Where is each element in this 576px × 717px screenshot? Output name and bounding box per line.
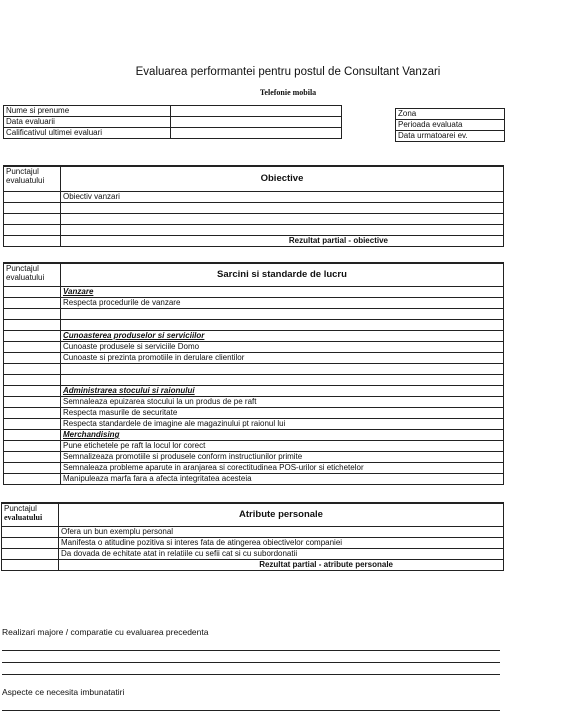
task-item: Semnaleaza probleme aparute in aranjarea si corectitudinea POS-urilor si etichetelor [61,463,504,474]
score-cell[interactable] [4,474,61,485]
objectives-result: Rezultat partial - obiective [61,236,504,247]
task-item: Pune etichetele pe raft la locul lor corect [61,441,504,452]
improvements-label: Aspecte ce necesita imbunatatiri [2,687,125,697]
score-cell[interactable] [2,538,59,549]
score-cell[interactable] [4,331,61,342]
task-item: Cunoaste si prezinta promotiile in derulare clientilor [61,353,504,364]
score-cell[interactable] [4,192,61,203]
attributes-title: Atribute personale [59,503,504,527]
score-cell[interactable] [4,298,61,309]
score-cell[interactable] [4,236,61,247]
attribute-item: Da dovada de echitate atat in relatiile cu sefii cat si cu subordonatii [59,549,504,560]
attribute-item: Ofera un bun exemplu personal [59,527,504,538]
info-label: Data evaluarii [4,117,171,128]
objectives-title: Obiective [61,166,504,192]
score-cell[interactable] [2,527,59,538]
tasks-title: Sarcini si standarde de lucru [61,263,504,287]
score-cell[interactable] [4,320,61,331]
write-line[interactable] [2,710,500,711]
attributes-result: Rezultat partial - atribute personale [59,560,504,571]
page-subtitle: Telefonie mobila [259,88,317,97]
task-item[interactable] [61,364,504,375]
section-title: Vanzare [61,287,504,298]
info-label: Zona [396,109,505,120]
task-item: Cunoaste produsele si serviciile Domo [61,342,504,353]
score-cell[interactable] [4,463,61,474]
info-label: Nume si prenume [4,106,171,117]
score-cell[interactable] [4,375,61,386]
task-item[interactable] [61,320,504,331]
score-cell[interactable] [4,408,61,419]
info-label: Data urmatoarei ev. [396,131,505,142]
write-line[interactable] [2,674,500,675]
info-label: Perioada evaluata [396,120,505,131]
score-cell[interactable] [4,309,61,320]
page-title: Evaluarea performantei pentru postul de Consultant Vanzari [135,66,441,78]
score-cell[interactable] [4,364,61,375]
score-cell[interactable] [4,441,61,452]
write-line[interactable] [2,650,500,651]
task-item: Respecta procedurile de vanzare [61,298,504,309]
info-right-table [395,108,505,142]
score-header-line1: Punctajul [4,504,37,513]
score-header: Punctajul evaluatului [4,263,61,287]
score-cell[interactable] [4,386,61,397]
objective-item[interactable] [61,225,504,236]
task-item[interactable] [61,375,504,386]
info-label: Calificativul ultimei evaluari [4,128,171,139]
info-left-table [3,105,342,139]
objective-item[interactable] [61,214,504,225]
score-cell[interactable] [4,342,61,353]
score-cell[interactable] [4,452,61,463]
score-cell[interactable] [4,430,61,441]
tasks-table [3,262,504,485]
score-header-line2: evaluatului [4,513,43,522]
task-item: Manipuleaza marfa fara a afecta integritatea acesteia [61,474,504,485]
task-item: Semnalizeaza promotiile si produsele conform instructiunilor primite [61,452,504,463]
attribute-item: Manifesta o atitudine pozitiva si interes fata de atingerea obiectivelor companiei [59,538,504,549]
score-cell[interactable] [4,287,61,298]
attributes-table [1,502,504,571]
task-item[interactable] [61,309,504,320]
objectives-table [3,165,504,247]
info-value[interactable] [171,106,342,117]
task-item: Respecta masurile de securitate [61,408,504,419]
achievements-label: Realizari majore / comparatie cu evaluarea precedenta [2,627,209,637]
task-item: Respecta standardele de imagine ale magazinului pt raionul lui [61,419,504,430]
section-title: Administrarea stocului si raionului [61,386,504,397]
section-title: Cunoasterea produselor si serviciilor [61,331,504,342]
score-cell[interactable] [4,203,61,214]
score-cell[interactable] [4,225,61,236]
objective-item[interactable] [61,203,504,214]
score-header: Punctajul evaluatului [4,166,61,192]
task-item: Semnaleaza epuizarea stocului la un produs de pe raft [61,397,504,408]
score-header [2,503,59,527]
score-cell[interactable] [2,549,59,560]
score-cell[interactable] [4,214,61,225]
write-line[interactable] [2,662,500,663]
score-cell[interactable] [4,353,61,364]
score-cell[interactable] [4,397,61,408]
info-value[interactable] [171,117,342,128]
info-value[interactable] [171,128,342,139]
score-cell[interactable] [4,419,61,430]
score-cell[interactable] [2,560,59,571]
section-title: Merchandising [61,430,504,441]
objective-item: Obiectiv vanzari [61,192,504,203]
